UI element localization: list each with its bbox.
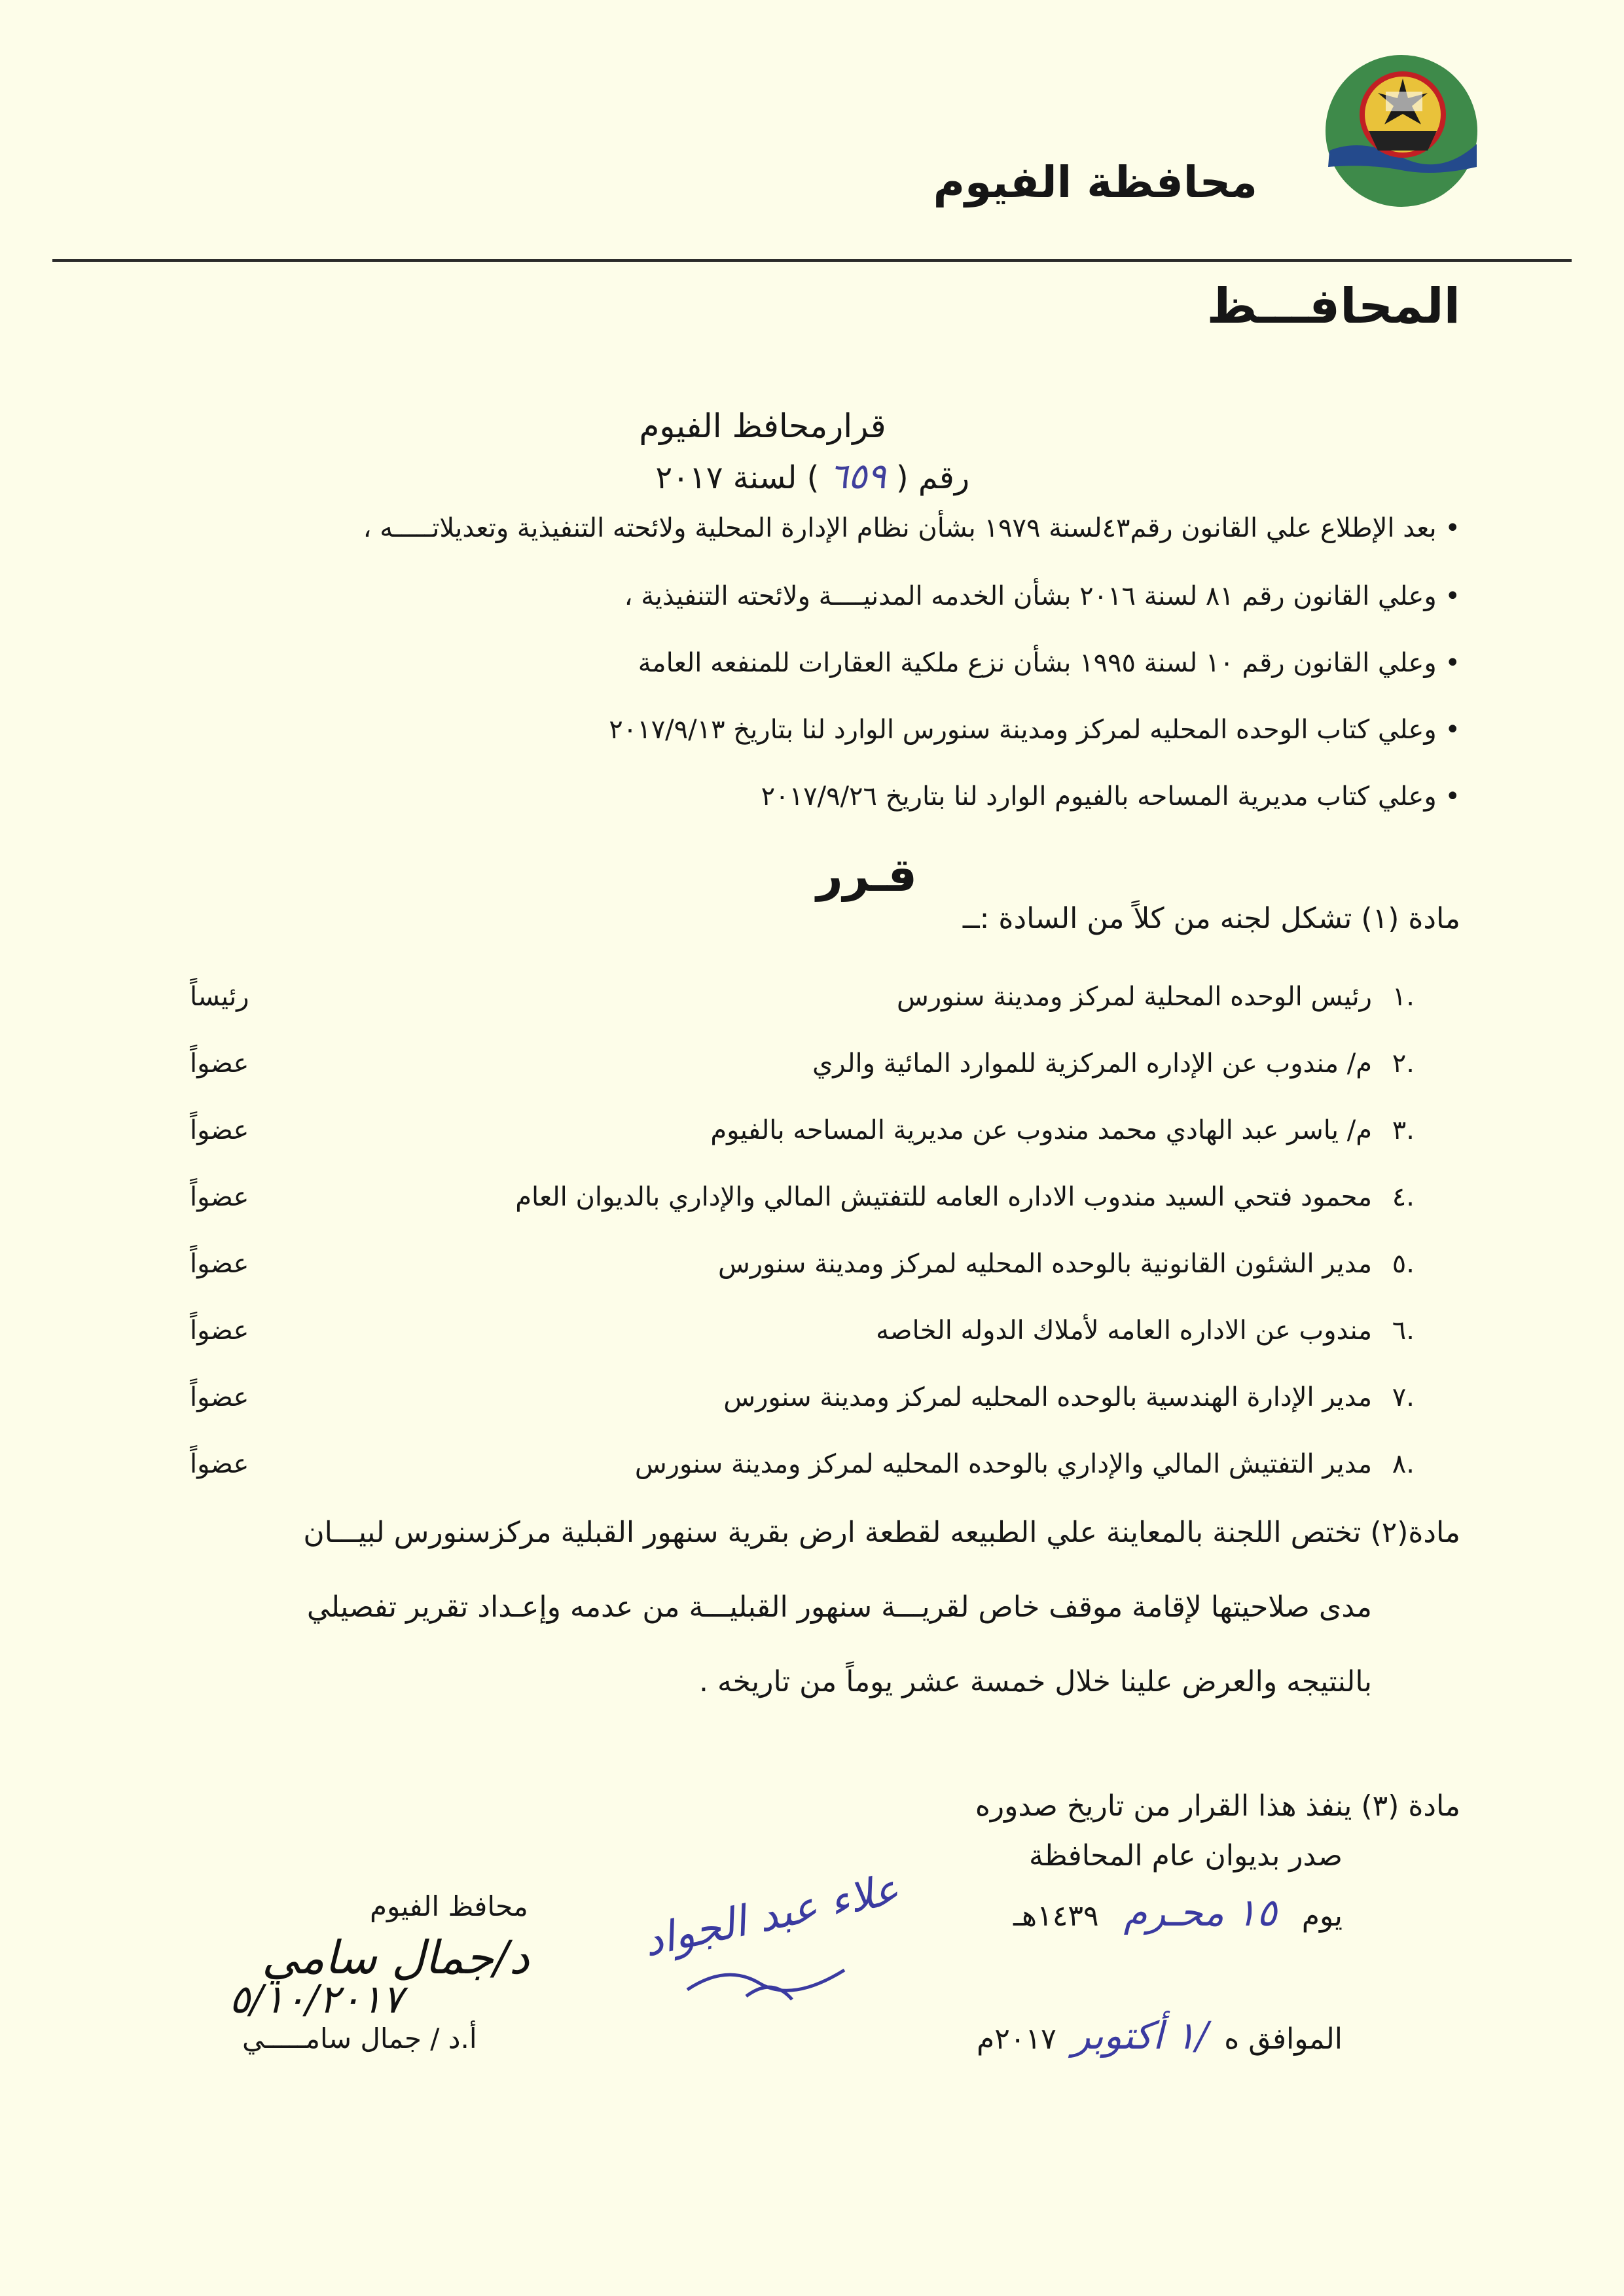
decision-title: قرارمحافظ الفيوم xyxy=(639,407,886,445)
hijri-label: يوم xyxy=(1301,1899,1343,1933)
member-text: رئيس الوحده المحلية لمركز ومدينة سنورس xyxy=(896,982,1372,1012)
decided-heading: قـرر xyxy=(816,848,917,902)
member-role: رئيساً xyxy=(190,982,249,1012)
review-signature: علاء عبد الجواد xyxy=(639,1865,903,1967)
decision-number-prefix: رقم ( xyxy=(895,459,969,496)
hijri-handwritten: ١٥ محـرم xyxy=(1123,1890,1277,1935)
article-3: مادة (٣) ينفذ هذا القرار من تاريخ صدوره xyxy=(975,1789,1460,1823)
governorate-emblem-logo xyxy=(1323,52,1480,209)
issued-at: صدر بديوان عام المحافظة xyxy=(1028,1839,1343,1873)
member-text: مدير الشئون القانونية بالوحده المحليه لمركز ومدينة سنورس xyxy=(717,1249,1372,1279)
member-role: عضواً xyxy=(190,1249,249,1279)
review-signature-flourish xyxy=(681,1950,851,2009)
hijri-date xyxy=(1013,1890,1343,1935)
member-number: .٦ xyxy=(1392,1316,1415,1346)
decision-number xyxy=(655,456,969,497)
preamble-line-5: • وعلي كتاب مديرية المساحه بالفيوم الوارد لنا بتاريخ ٢٠١٧/٩/٢٦ xyxy=(761,781,1460,812)
article-2-line-2: مدى صلاحيتها لإقامة موقف خاص لقريـــة سنهور القبليـــة من عدمه وإعـداد تقرير تفصيلي xyxy=(306,1590,1372,1624)
member-number: .٧ xyxy=(1392,1382,1415,1412)
header-divider xyxy=(52,259,1572,262)
member-text: مدير التفتيش المالي والإداري بالوحده المحليه لمركز ومدينة سنورس xyxy=(634,1449,1372,1479)
member-text: محمود فتحي السيد مندوب الاداره العامه للتفتيش المالي والإداري بالديوان العام xyxy=(515,1182,1372,1212)
gregorian-year: ٢٠١٧م xyxy=(976,2022,1056,2056)
gregorian-date xyxy=(977,2013,1343,2058)
gregorian-label: الموافق ه xyxy=(1224,2022,1343,2056)
member-number: .٣ xyxy=(1392,1115,1415,1145)
governor-signature: د/جمال سامي xyxy=(262,1931,530,1984)
office-title: المحافـــظ xyxy=(1206,278,1460,334)
member-role: عضواً xyxy=(190,1382,249,1412)
article-2-line-3: بالنتيجه والعرض علينا خلال خمسة عشر يوماً من تاريخه . xyxy=(699,1665,1372,1698)
member-number: .٢ xyxy=(1392,1049,1415,1079)
member-role: عضواً xyxy=(190,1115,249,1145)
signatory-name: أ.د / جمال سامـــــي xyxy=(242,2022,477,2054)
hijri-year: ١٤٣٩هـ xyxy=(1013,1899,1099,1933)
article-1: مادة (١) تشكل لجنه من كلاً من السادة :ــ xyxy=(962,902,1460,935)
member-number: .١ xyxy=(1392,982,1415,1012)
member-text: مندوب عن الاداره العامه لأملاك الدوله الخاصه xyxy=(876,1316,1372,1346)
preamble-line-2: • وعلي القانون رقم ٨١ لسنة ٢٠١٦ بشأن الخدمه المدنيــــة ولائحته التنفيذية ، xyxy=(624,581,1460,611)
member-text: م/ ياسر عبد الهادي محمد مندوب عن مديرية المساحه بالفيوم xyxy=(710,1115,1372,1145)
governorate-name: محافظة الفيوم xyxy=(933,157,1257,207)
member-text: م/ مندوب عن الإداره المركزية للموارد المائية والري xyxy=(812,1049,1372,1079)
member-role: عضواً xyxy=(190,1449,249,1479)
gregorian-handwritten: /١ أكتوبر xyxy=(1072,2013,1209,2058)
preamble-line-3: • وعلي القانون رقم ١٠ لسنة ١٩٩٥ بشأن نزع ملكية العقارات للمنفعه العامة xyxy=(638,648,1460,678)
member-role: عضواً xyxy=(190,1049,249,1079)
preamble-line-1: • بعد الإطلاع علي القانون رقم٤٣لسنة ١٩٧٩ بشأن نظام الإدارة المحلية ولائحته التنفيذية وتعديلاتـــــه ، xyxy=(363,513,1460,543)
member-number: .٥ xyxy=(1392,1249,1415,1279)
preamble-line-4: • وعلي كتاب الوحده المحليه لمركز ومدينة سنورس الوارد لنا بتاريخ ٢٠١٧/٩/١٣ xyxy=(609,715,1460,745)
member-role: عضواً xyxy=(190,1316,249,1346)
governor-signature-date: ٥/١٠/٢٠١٧ xyxy=(229,1977,404,2022)
article-2-line-1: مادة(٢) تختص اللجنة بالمعاينة علي الطبيعه لقطعة ارض بقرية سنهور القبلية مركزسنورس لبيـــان xyxy=(303,1516,1460,1549)
member-number: .٤ xyxy=(1392,1182,1415,1212)
member-text: مدير الإدارة الهندسية بالوحده المحليه لمركز ومدينة سنورس xyxy=(723,1382,1372,1412)
member-number: .٨ xyxy=(1392,1449,1415,1479)
decision-number-value: ٦٥٩ xyxy=(829,456,886,497)
signatory-title: محافظ الفيوم xyxy=(370,1890,528,1922)
member-role: عضواً xyxy=(190,1182,249,1212)
decision-number-suffix: ) لسنة ٢٠١٧ xyxy=(655,459,820,496)
